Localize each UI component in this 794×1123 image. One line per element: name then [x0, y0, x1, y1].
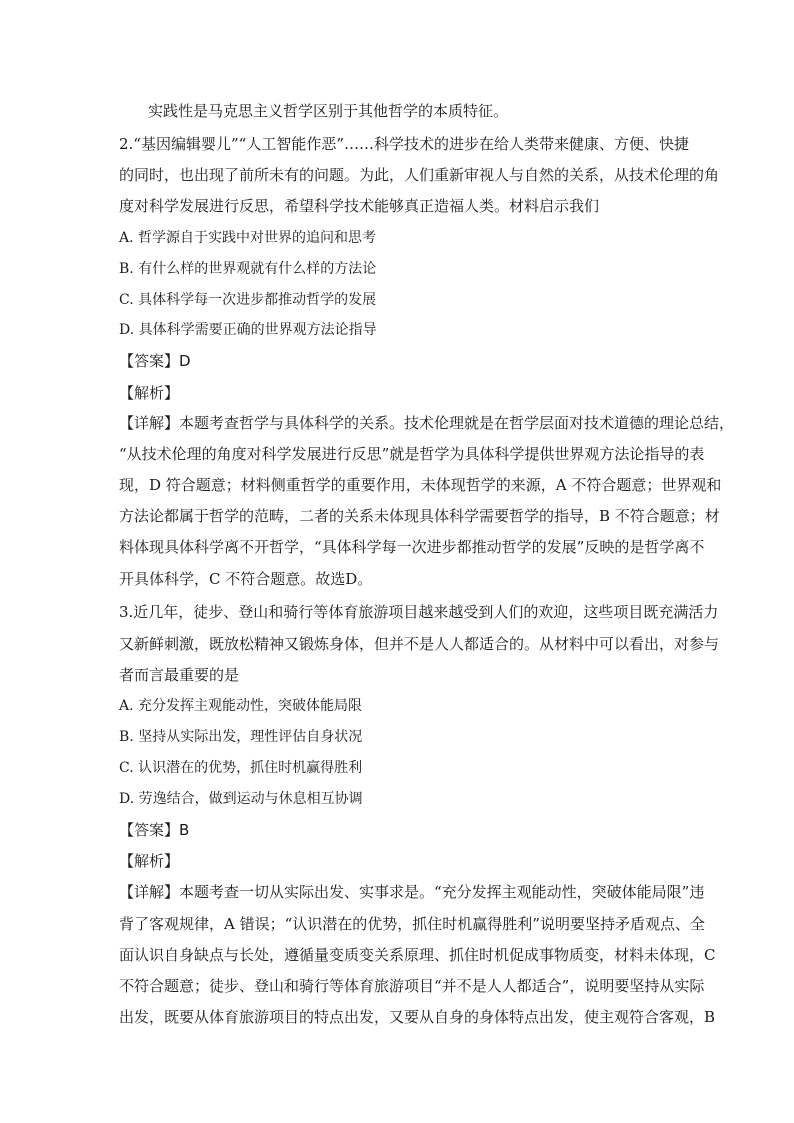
- explanation-line: 现，D 符合题意；材料侧重哲学的重要作用，未体现哲学的来源，A 不符合题意；世界观和: [119, 476, 722, 494]
- explanation-line: 【详解】本题考查一切从实际出发、实事求是。“充分发挥主观能动性，突破体能局限”违: [119, 883, 705, 901]
- question-2-option-d: D. 具体科学需要正确的世界观方法论指导: [119, 322, 377, 338]
- question-2-stem: 度对科学发展进行反思，希望科学技术能够真正造福人类。材料启示我们: [119, 197, 600, 215]
- analysis-label: 【解析】: [119, 852, 180, 870]
- answer-label: 【答案】B: [119, 821, 190, 839]
- question-3-stem: 3.近几年，徒步、登山和骑行等体育旅游项目越来越受到人们的欢迎，这些项目既充满活力: [119, 603, 719, 621]
- question-3-option-d: D. 劳逸结合，做到运动与休息相互协调: [119, 791, 363, 807]
- question-2-stem: 的同时，也出现了前所未有的问题。为此，人们重新审视人与自然的关系，从技术伦理的角: [119, 166, 720, 184]
- explanation-line: 开具体科学，C 不符合题意。故选D。: [119, 570, 373, 588]
- question-3-stem: 者而言最重要的是: [119, 666, 240, 684]
- question-2-option-b: B. 有什么样的世界观就有什么样的方法论: [119, 261, 377, 277]
- question-3-option-a: A. 充分发挥主观能动性，突破体能局限: [119, 698, 363, 714]
- explanation-line: 方法论都属于哲学的范畴，二者的关系未体现具体科学需要哲学的指导，B 不符合题意；材: [119, 507, 720, 525]
- answer-label: 【答案】D: [119, 352, 191, 370]
- explanation-line: “从技术伦理的角度对科学发展进行反思”就是哲学为具体科学提供世界观方法论指导的表: [119, 445, 705, 463]
- question-3-option-c: C. 认识潜在的优势，抓住时机赢得胜利: [119, 760, 363, 776]
- explanation-line: 背了客观规律，A 错误；“认识潜在的优势，抓住时机赢得胜利”说明要坚持矛盾观点、全: [119, 915, 705, 933]
- question-2-option-a: A. 哲学源自于实践中对世界的追问和思考: [119, 230, 377, 246]
- question-2-stem: 2.“基因编辑婴儿”“人工智能作恶”……科学技术的进步在给人类带来健康、方便、快捷: [119, 135, 689, 153]
- explanation-line: 面认识自身缺点与长处，遵循量变质变关系原理、抓住时机促成事物质变，材料未体现，C: [119, 946, 716, 964]
- explanation-line: 不符合题意；徒步、登山和骑行等体育旅游项目“并不是人人都适合”，说明要坚持从实际: [119, 977, 705, 995]
- question-3-stem: 又新鲜刺激，既放松精神又锻炼身体，但并不是人人都适合的。从材料中可以看出，对参与: [119, 635, 720, 653]
- question-2-option-c: C. 具体科学每一次进步都推动哲学的发展: [119, 292, 377, 308]
- question-3-option-b: B. 坚持从实际出发，理性评估自身状况: [119, 729, 363, 745]
- explanation-line: 出发，既要从体育旅游项目的特点出发，又要从自身的身体特点出发，使主观符合客观，B: [119, 1008, 716, 1026]
- explanation-line: 【详解】本题考查哲学与具体科学的关系。技术伦理就是在哲学层面对技术道德的理论总结，: [119, 414, 735, 432]
- explanation-line: 料体现具体科学离不开哲学，“具体科学每一次进步都推动哲学的发展”反映的是哲学离不: [119, 538, 705, 556]
- analysis-label: 【解析】: [119, 384, 180, 402]
- paragraph-intro: 实践性是马克思主义哲学区别于其他哲学的本质特征。: [148, 102, 509, 120]
